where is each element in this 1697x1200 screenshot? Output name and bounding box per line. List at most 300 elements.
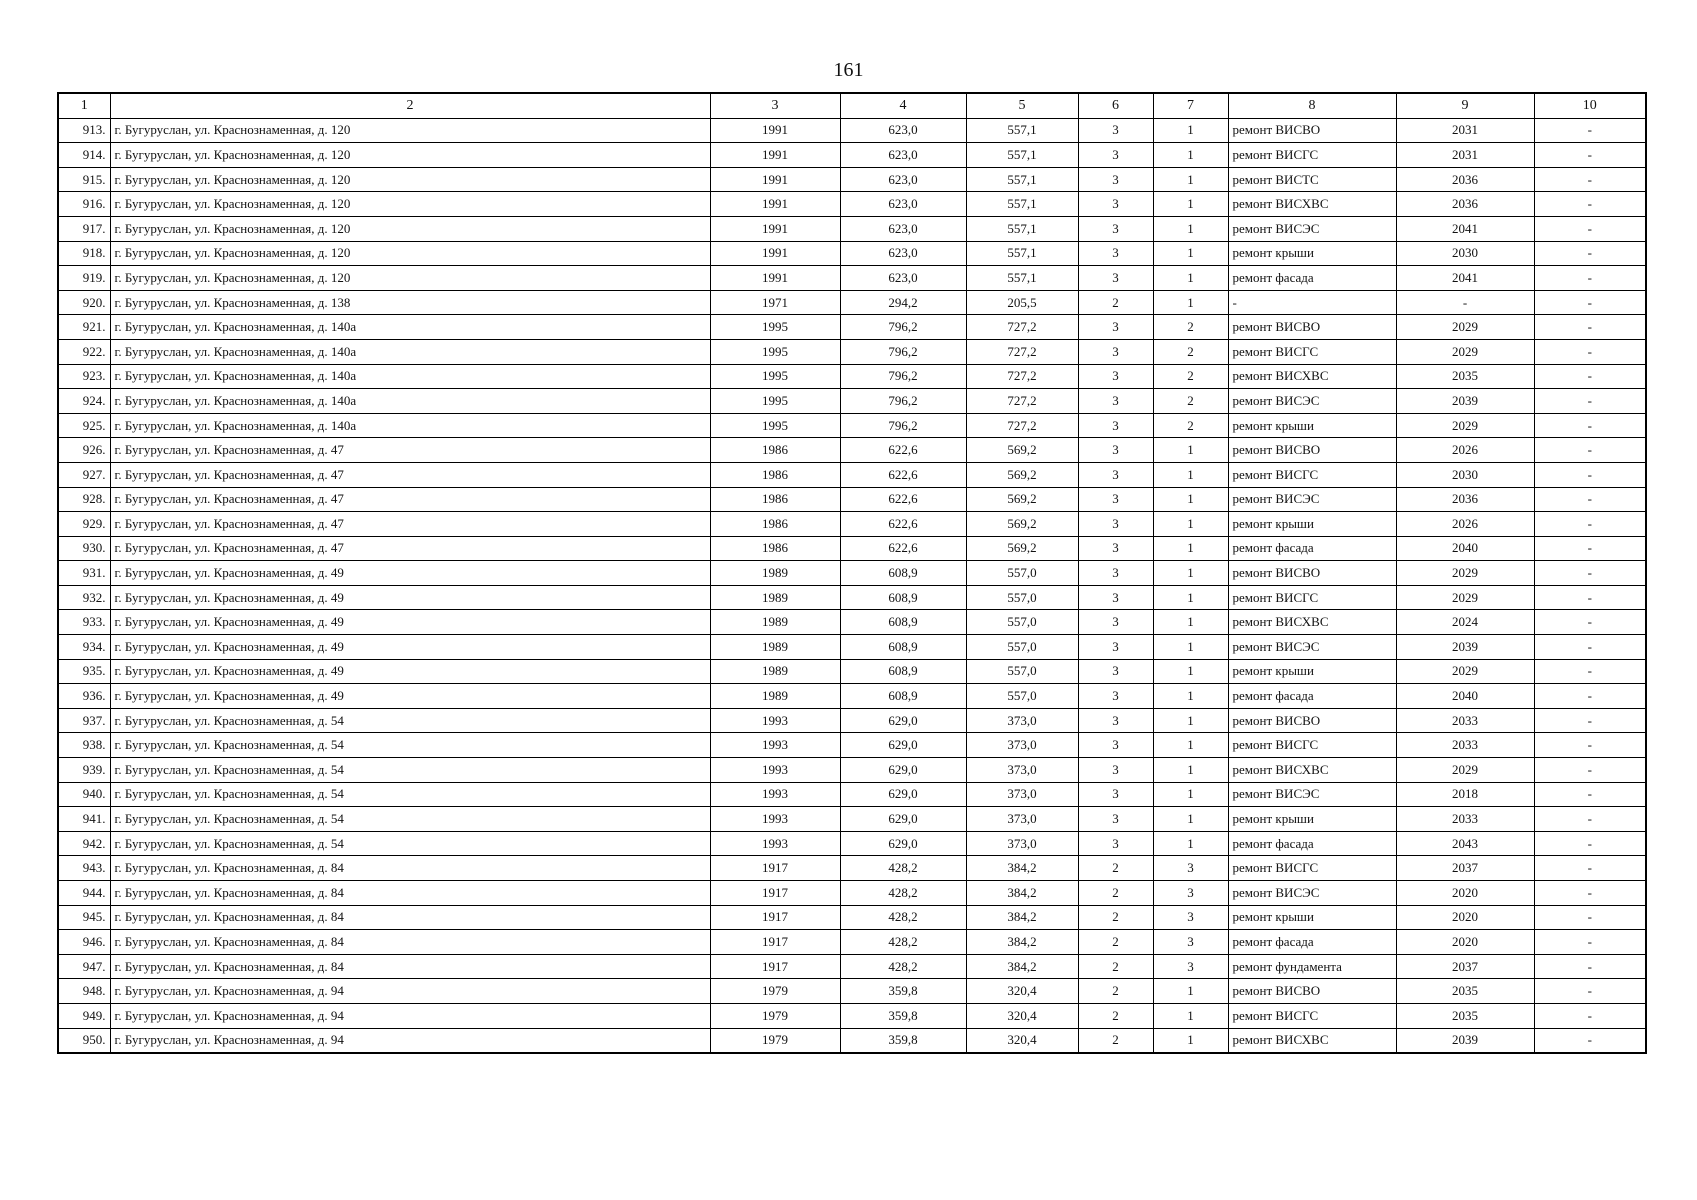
note-cell: - (1534, 364, 1646, 389)
planned-year-cell: 2031 (1396, 143, 1534, 168)
entrances-cell: 1 (1153, 585, 1228, 610)
repair-work-cell: ремонт фасада (1228, 684, 1396, 709)
note-cell: - (1534, 561, 1646, 586)
living-area-cell: 727,2 (966, 389, 1078, 414)
floors-cell: 3 (1078, 733, 1153, 758)
planned-year-cell: 2018 (1396, 782, 1534, 807)
living-area-cell: 320,4 (966, 979, 1078, 1004)
planned-year-cell: 2039 (1396, 389, 1534, 414)
note-cell: - (1534, 733, 1646, 758)
floors-cell: 2 (1078, 856, 1153, 881)
total-area-cell: 623,0 (840, 266, 966, 291)
repair-work-cell: ремонт ВИСВО (1228, 438, 1396, 463)
living-area-cell: 557,1 (966, 266, 1078, 291)
address-cell: г. Бугуруслан, ул. Краснознаменная, д. 54 (110, 782, 710, 807)
column-header: 5 (966, 93, 1078, 118)
planned-year-cell: 2029 (1396, 585, 1534, 610)
living-area-cell: 373,0 (966, 831, 1078, 856)
entrances-cell: 2 (1153, 339, 1228, 364)
entrances-cell: 1 (1153, 438, 1228, 463)
floors-cell: 3 (1078, 364, 1153, 389)
note-cell: - (1534, 807, 1646, 832)
total-area-cell: 608,9 (840, 561, 966, 586)
planned-year-cell: 2036 (1396, 167, 1534, 192)
total-area-cell: 623,0 (840, 241, 966, 266)
table-row (58, 462, 1646, 487)
total-area-cell: 608,9 (840, 684, 966, 709)
note-cell: - (1534, 954, 1646, 979)
entrances-cell: 2 (1153, 413, 1228, 438)
living-area-cell: 557,0 (966, 585, 1078, 610)
planned-year-cell: 2041 (1396, 216, 1534, 241)
planned-year-cell: 2020 (1396, 930, 1534, 955)
planned-year-cell: 2030 (1396, 241, 1534, 266)
entrances-cell: 1 (1153, 1028, 1228, 1053)
living-area-cell: 373,0 (966, 758, 1078, 783)
living-area-cell: 727,2 (966, 339, 1078, 364)
table-row (58, 979, 1646, 1004)
floors-cell: 2 (1078, 1003, 1153, 1028)
build-year-cell: 1989 (710, 561, 840, 586)
table-row (58, 487, 1646, 512)
repair-work-cell: ремонт ВИСГС (1228, 339, 1396, 364)
build-year-cell: 1986 (710, 462, 840, 487)
address-cell: г. Бугуруслан, ул. Краснознаменная, д. 94 (110, 979, 710, 1004)
table-row (58, 585, 1646, 610)
address-cell: г. Бугуруслан, ул. Краснознаменная, д. 47 (110, 438, 710, 463)
note-cell: - (1534, 487, 1646, 512)
planned-year-cell: 2020 (1396, 905, 1534, 930)
living-area-cell: 384,2 (966, 930, 1078, 955)
entrances-cell: 1 (1153, 635, 1228, 660)
entrances-cell: 1 (1153, 118, 1228, 143)
table-row (58, 782, 1646, 807)
planned-year-cell: 2035 (1396, 979, 1534, 1004)
table-row (58, 167, 1646, 192)
row-number-cell: 925. (58, 413, 110, 438)
address-cell: г. Бугуруслан, ул. Краснознаменная, д. 120 (110, 118, 710, 143)
address-cell: г. Бугуруслан, ул. Краснознаменная, д. 140а (110, 339, 710, 364)
table-row (58, 905, 1646, 930)
note-cell: - (1534, 241, 1646, 266)
total-area-cell: 629,0 (840, 708, 966, 733)
address-cell: г. Бугуруслан, ул. Краснознаменная, д. 140а (110, 315, 710, 340)
note-cell: - (1534, 881, 1646, 906)
address-cell: г. Бугуруслан, ул. Краснознаменная, д. 54 (110, 708, 710, 733)
entrances-cell: 1 (1153, 536, 1228, 561)
note-cell: - (1534, 585, 1646, 610)
build-year-cell: 1991 (710, 192, 840, 217)
address-cell: г. Бугуруслан, ул. Краснознаменная, д. 49 (110, 635, 710, 660)
build-year-cell: 1995 (710, 315, 840, 340)
repair-work-cell: ремонт фундамента (1228, 954, 1396, 979)
living-area-cell: 557,0 (966, 635, 1078, 660)
total-area-cell: 623,0 (840, 192, 966, 217)
row-number-cell: 926. (58, 438, 110, 463)
address-cell: г. Бугуруслан, ул. Краснознаменная, д. 49 (110, 561, 710, 586)
living-area-cell: 384,2 (966, 856, 1078, 881)
table-row (58, 708, 1646, 733)
entrances-cell: 3 (1153, 856, 1228, 881)
note-cell: - (1534, 758, 1646, 783)
entrances-cell: 1 (1153, 733, 1228, 758)
build-year-cell: 1979 (710, 1028, 840, 1053)
build-year-cell: 1917 (710, 954, 840, 979)
living-area-cell: 557,1 (966, 216, 1078, 241)
row-number-cell: 918. (58, 241, 110, 266)
living-area-cell: 569,2 (966, 512, 1078, 537)
address-cell: г. Бугуруслан, ул. Краснознаменная, д. 120 (110, 143, 710, 168)
living-area-cell: 557,1 (966, 192, 1078, 217)
floors-cell: 2 (1078, 930, 1153, 955)
row-number-cell: 913. (58, 118, 110, 143)
build-year-cell: 1993 (710, 758, 840, 783)
total-area-cell: 629,0 (840, 807, 966, 832)
floors-cell: 2 (1078, 290, 1153, 315)
entrances-cell: 1 (1153, 143, 1228, 168)
address-cell: г. Бугуруслан, ул. Краснознаменная, д. 49 (110, 610, 710, 635)
repair-work-cell: ремонт ВИСГС (1228, 585, 1396, 610)
planned-year-cell: 2026 (1396, 512, 1534, 537)
entrances-cell: 1 (1153, 167, 1228, 192)
planned-year-cell: 2039 (1396, 1028, 1534, 1053)
floors-cell: 3 (1078, 487, 1153, 512)
address-cell: г. Бугуруслан, ул. Краснознаменная, д. 120 (110, 167, 710, 192)
address-cell: г. Бугуруслан, ул. Краснознаменная, д. 54 (110, 758, 710, 783)
note-cell: - (1534, 831, 1646, 856)
total-area-cell: 796,2 (840, 364, 966, 389)
build-year-cell: 1917 (710, 881, 840, 906)
entrances-cell: 1 (1153, 684, 1228, 709)
entrances-cell: 3 (1153, 905, 1228, 930)
note-cell: - (1534, 708, 1646, 733)
address-cell: г. Бугуруслан, ул. Краснознаменная, д. 54 (110, 831, 710, 856)
column-header: 3 (710, 93, 840, 118)
entrances-cell: 1 (1153, 1003, 1228, 1028)
floors-cell: 3 (1078, 192, 1153, 217)
entrances-cell: 1 (1153, 512, 1228, 537)
table-row (58, 389, 1646, 414)
table-row (58, 881, 1646, 906)
address-cell: г. Бугуруслан, ул. Краснознаменная, д. 84 (110, 856, 710, 881)
floors-cell: 3 (1078, 216, 1153, 241)
address-cell: г. Бугуруслан, ул. Краснознаменная, д. 140а (110, 389, 710, 414)
living-area-cell: 320,4 (966, 1028, 1078, 1053)
address-cell: г. Бугуруслан, ул. Краснознаменная, д. 84 (110, 881, 710, 906)
entrances-cell: 1 (1153, 241, 1228, 266)
living-area-cell: 373,0 (966, 807, 1078, 832)
floors-cell: 2 (1078, 881, 1153, 906)
row-number-cell: 924. (58, 389, 110, 414)
row-number-cell: 917. (58, 216, 110, 241)
column-header: 9 (1396, 93, 1534, 118)
build-year-cell: 1917 (710, 856, 840, 881)
note-cell: - (1534, 930, 1646, 955)
floors-cell: 3 (1078, 831, 1153, 856)
table-row (58, 758, 1646, 783)
address-cell: г. Бугуруслан, ул. Краснознаменная, д. 94 (110, 1003, 710, 1028)
row-number-cell: 929. (58, 512, 110, 537)
entrances-cell: 1 (1153, 758, 1228, 783)
repair-work-cell: ремонт ВИСГС (1228, 856, 1396, 881)
table-row (58, 856, 1646, 881)
total-area-cell: 796,2 (840, 339, 966, 364)
build-year-cell: 1993 (710, 733, 840, 758)
note-cell: - (1534, 782, 1646, 807)
build-year-cell: 1991 (710, 216, 840, 241)
build-year-cell: 1971 (710, 290, 840, 315)
living-area-cell: 384,2 (966, 905, 1078, 930)
row-number-cell: 927. (58, 462, 110, 487)
repair-work-cell: ремонт ВИСВО (1228, 315, 1396, 340)
row-number-cell: 920. (58, 290, 110, 315)
build-year-cell: 1991 (710, 266, 840, 291)
entrances-cell: 1 (1153, 610, 1228, 635)
planned-year-cell: 2035 (1396, 364, 1534, 389)
planned-year-cell: 2029 (1396, 758, 1534, 783)
build-year-cell: 1993 (710, 782, 840, 807)
build-year-cell: 1995 (710, 389, 840, 414)
column-header: 10 (1534, 93, 1646, 118)
row-number-cell: 914. (58, 143, 110, 168)
total-area-cell: 428,2 (840, 905, 966, 930)
total-area-cell: 608,9 (840, 659, 966, 684)
floors-cell: 2 (1078, 954, 1153, 979)
living-area-cell: 569,2 (966, 536, 1078, 561)
row-number-cell: 915. (58, 167, 110, 192)
table-row (58, 438, 1646, 463)
floors-cell: 3 (1078, 143, 1153, 168)
row-number-cell: 936. (58, 684, 110, 709)
table-row (58, 290, 1646, 315)
build-year-cell: 1993 (710, 708, 840, 733)
build-year-cell: 1991 (710, 143, 840, 168)
entrances-cell: 1 (1153, 216, 1228, 241)
address-cell: г. Бугуруслан, ул. Краснознаменная, д. 138 (110, 290, 710, 315)
table-row (58, 684, 1646, 709)
living-area-cell: 205,5 (966, 290, 1078, 315)
repair-work-cell: ремонт ВИСВО (1228, 979, 1396, 1004)
total-area-cell: 359,8 (840, 1028, 966, 1053)
total-area-cell: 428,2 (840, 930, 966, 955)
address-cell: г. Бугуруслан, ул. Краснознаменная, д. 49 (110, 585, 710, 610)
column-header: 2 (110, 93, 710, 118)
living-area-cell: 557,1 (966, 143, 1078, 168)
row-number-cell: 947. (58, 954, 110, 979)
total-area-cell: 622,6 (840, 536, 966, 561)
entrances-cell: 1 (1153, 782, 1228, 807)
planned-year-cell: 2039 (1396, 635, 1534, 660)
repair-work-cell: ремонт фасада (1228, 831, 1396, 856)
living-area-cell: 373,0 (966, 782, 1078, 807)
floors-cell: 3 (1078, 561, 1153, 586)
repair-work-cell: ремонт ВИСХВС (1228, 364, 1396, 389)
table-body (58, 118, 1646, 1053)
planned-year-cell: 2033 (1396, 708, 1534, 733)
address-cell: г. Бугуруслан, ул. Краснознаменная, д. 120 (110, 216, 710, 241)
floors-cell: 2 (1078, 1028, 1153, 1053)
planned-year-cell: 2031 (1396, 118, 1534, 143)
repair-work-cell: ремонт ВИСЭС (1228, 635, 1396, 660)
total-area-cell: 623,0 (840, 167, 966, 192)
living-area-cell: 569,2 (966, 462, 1078, 487)
row-number-cell: 940. (58, 782, 110, 807)
repair-work-cell: ремонт ВИСЭС (1228, 782, 1396, 807)
address-cell: г. Бугуруслан, ул. Краснознаменная, д. 84 (110, 930, 710, 955)
entrances-cell: 1 (1153, 831, 1228, 856)
floors-cell: 3 (1078, 413, 1153, 438)
total-area-cell: 294,2 (840, 290, 966, 315)
note-cell: - (1534, 610, 1646, 635)
address-cell: г. Бугуруслан, ул. Краснознаменная, д. 54 (110, 733, 710, 758)
note-cell: - (1534, 192, 1646, 217)
table-row (58, 561, 1646, 586)
total-area-cell: 622,6 (840, 487, 966, 512)
planned-year-cell: 2033 (1396, 733, 1534, 758)
page-number: 161 (833, 59, 864, 81)
row-number-cell: 921. (58, 315, 110, 340)
address-cell: г. Бугуруслан, ул. Краснознаменная, д. 47 (110, 536, 710, 561)
repair-work-cell: ремонт ВИСТС (1228, 167, 1396, 192)
planned-year-cell: 2020 (1396, 881, 1534, 906)
living-area-cell: 384,2 (966, 954, 1078, 979)
repair-work-cell: - (1228, 290, 1396, 315)
table-row (58, 413, 1646, 438)
build-year-cell: 1989 (710, 635, 840, 660)
floors-cell: 3 (1078, 708, 1153, 733)
living-area-cell: 373,0 (966, 708, 1078, 733)
address-cell: г. Бугуруслан, ул. Краснознаменная, д. 49 (110, 659, 710, 684)
repair-work-cell: ремонт крыши (1228, 905, 1396, 930)
build-year-cell: 1995 (710, 364, 840, 389)
repair-work-cell: ремонт ВИСХВС (1228, 192, 1396, 217)
address-cell: г. Бугуруслан, ул. Краснознаменная, д. 47 (110, 462, 710, 487)
planned-year-cell: 2036 (1396, 192, 1534, 217)
note-cell: - (1534, 167, 1646, 192)
build-year-cell: 1986 (710, 512, 840, 537)
row-number-cell: 923. (58, 364, 110, 389)
table-row (58, 733, 1646, 758)
planned-year-cell: 2029 (1396, 339, 1534, 364)
floors-cell: 3 (1078, 512, 1153, 537)
build-year-cell: 1986 (710, 487, 840, 512)
row-number-cell: 931. (58, 561, 110, 586)
address-cell: г. Бугуруслан, ул. Краснознаменная, д. 140а (110, 413, 710, 438)
table-row (58, 339, 1646, 364)
build-year-cell: 1986 (710, 438, 840, 463)
entrances-cell: 3 (1153, 881, 1228, 906)
entrances-cell: 1 (1153, 487, 1228, 512)
total-area-cell: 622,6 (840, 512, 966, 537)
address-cell: г. Бугуруслан, ул. Краснознаменная, д. 54 (110, 807, 710, 832)
living-area-cell: 557,0 (966, 659, 1078, 684)
note-cell: - (1534, 118, 1646, 143)
column-header: 4 (840, 93, 966, 118)
address-cell: г. Бугуруслан, ул. Краснознаменная, д. 140а (110, 364, 710, 389)
planned-year-cell: 2029 (1396, 413, 1534, 438)
entrances-cell: 1 (1153, 807, 1228, 832)
living-area-cell: 727,2 (966, 364, 1078, 389)
total-area-cell: 428,2 (840, 881, 966, 906)
planned-year-cell: 2026 (1396, 438, 1534, 463)
repair-work-cell: ремонт ВИСВО (1228, 118, 1396, 143)
build-year-cell: 1991 (710, 167, 840, 192)
entrances-cell: 1 (1153, 290, 1228, 315)
address-cell: г. Бугуруслан, ул. Краснознаменная, д. 47 (110, 487, 710, 512)
build-year-cell: 1979 (710, 1003, 840, 1028)
row-number-cell: 946. (58, 930, 110, 955)
row-number-cell: 950. (58, 1028, 110, 1053)
note-cell: - (1534, 536, 1646, 561)
entrances-cell: 1 (1153, 192, 1228, 217)
column-header: 1 (58, 93, 110, 118)
planned-year-cell: 2030 (1396, 462, 1534, 487)
living-area-cell: 557,1 (966, 241, 1078, 266)
row-number-cell: 938. (58, 733, 110, 758)
note-cell: - (1534, 339, 1646, 364)
total-area-cell: 428,2 (840, 856, 966, 881)
address-cell: г. Бугуруслан, ул. Краснознаменная, д. 120 (110, 192, 710, 217)
total-area-cell: 428,2 (840, 954, 966, 979)
build-year-cell: 1989 (710, 659, 840, 684)
build-year-cell: 1991 (710, 118, 840, 143)
address-cell: г. Бугуруслан, ул. Краснознаменная, д. 120 (110, 266, 710, 291)
note-cell: - (1534, 413, 1646, 438)
repair-work-cell: ремонт крыши (1228, 512, 1396, 537)
repair-work-cell: ремонт крыши (1228, 807, 1396, 832)
build-year-cell: 1986 (710, 536, 840, 561)
row-number-cell: 916. (58, 192, 110, 217)
floors-cell: 2 (1078, 979, 1153, 1004)
living-area-cell: 320,4 (966, 1003, 1078, 1028)
entrances-cell: 2 (1153, 315, 1228, 340)
table-row (58, 315, 1646, 340)
build-year-cell: 1995 (710, 339, 840, 364)
note-cell: - (1534, 856, 1646, 881)
living-area-cell: 557,1 (966, 167, 1078, 192)
note-cell: - (1534, 1003, 1646, 1028)
row-number-cell: 919. (58, 266, 110, 291)
row-number-cell: 935. (58, 659, 110, 684)
floors-cell: 3 (1078, 610, 1153, 635)
note-cell: - (1534, 389, 1646, 414)
table-row (58, 807, 1646, 832)
planned-year-cell: 2040 (1396, 684, 1534, 709)
planned-year-cell: 2040 (1396, 536, 1534, 561)
entrances-cell: 2 (1153, 364, 1228, 389)
living-area-cell: 373,0 (966, 733, 1078, 758)
build-year-cell: 1995 (710, 413, 840, 438)
floors-cell: 3 (1078, 782, 1153, 807)
total-area-cell: 629,0 (840, 831, 966, 856)
floors-cell: 3 (1078, 758, 1153, 783)
build-year-cell: 1989 (710, 610, 840, 635)
living-area-cell: 557,0 (966, 561, 1078, 586)
floors-cell: 3 (1078, 315, 1153, 340)
note-cell: - (1534, 266, 1646, 291)
row-number-cell: 948. (58, 979, 110, 1004)
total-area-cell: 629,0 (840, 782, 966, 807)
floors-cell: 3 (1078, 807, 1153, 832)
repair-work-cell: ремонт ВИСХВС (1228, 758, 1396, 783)
address-cell: г. Бугуруслан, ул. Краснознаменная, д. 120 (110, 241, 710, 266)
floors-cell: 3 (1078, 339, 1153, 364)
repair-work-cell: ремонт крыши (1228, 413, 1396, 438)
floors-cell: 3 (1078, 659, 1153, 684)
entrances-cell: 1 (1153, 266, 1228, 291)
note-cell: - (1534, 143, 1646, 168)
planned-year-cell: 2029 (1396, 561, 1534, 586)
